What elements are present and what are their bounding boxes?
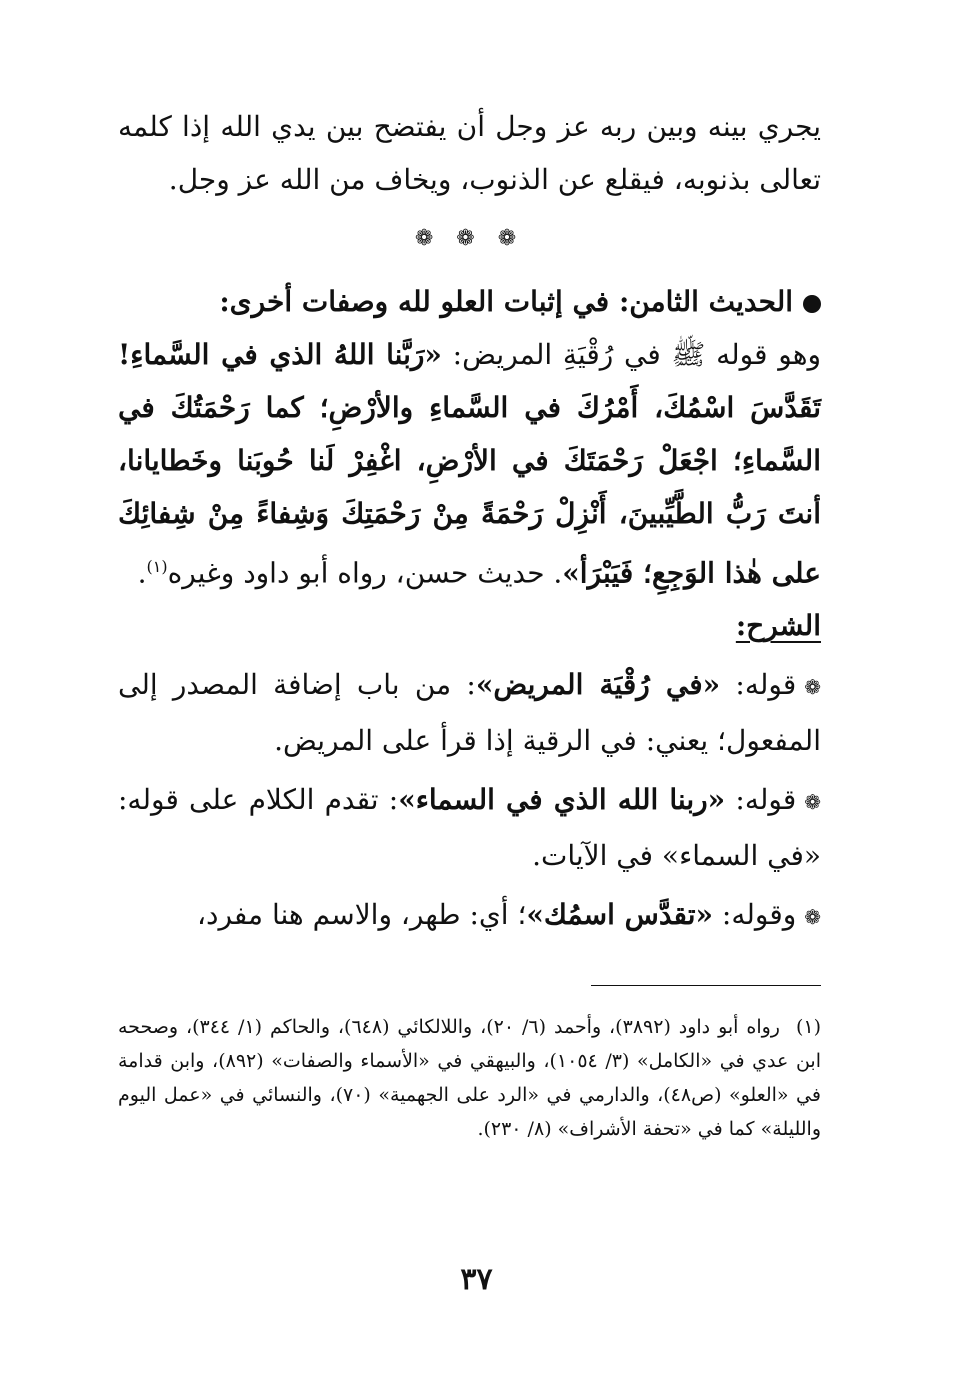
page-number: ٣٧	[460, 1262, 493, 1297]
footnote-ref[interactable]: (١)	[146, 557, 168, 576]
point-quote: «ربنا الله الذي في السماء»	[398, 783, 726, 817]
section-heading-text: الحديث الثامن: في إثبات العلو لله وصفات أخرى:	[219, 285, 793, 318]
footnote-text: رواه أبو داود (٣٨٩٢)، وأحمد (٦/ ٢٠)، واللالكائي (٦٤٨)، والحاكم (١/ ٣٤٤)، وصححه ابن عدي في «الكامل» (٣/ ١٠٥٤)، والبيهقي في «الأسماء والصفات» (٨٩٢)، وابن قدامة في «العلو» (ص٤٨)، والدارمي في «الرد على الجهمية» (٧٠)، والنسائي في «عمل اليوم والليلة» كما في «تحفة الأشراف» (٨/ ٢٣٠).	[118, 1016, 821, 1140]
footnote-divider	[591, 985, 821, 986]
footnote-1	[118, 1010, 821, 1146]
point-quote: «تقدَّس اسمُك»	[526, 898, 713, 932]
hadith-paragraph: وهو قوله ﷺ في رُقْيَةِ المريض: «رَبَّنا اللهُ الذي في السَّماءِ! تَقَدَّسَ اسْمُكَ، أَمْرُكَ في السَّماءِ والأرْضِ؛ كما رَحْمَتُكَ في السَّماءِ؛ اجْعَلْ رَحْمَتَكَ في الأرْضِ، اغْفِرْ لَنا حُوبَنا وخَطايانا، أنتَ رَبُّ الطَّيِّبينَ، أَنْزِلْ رَحْمَةً مِنْ رَحْمَتِكَ وَشِفاءً مِنْ شِفائِكَ على هٰذا الوَجِعِ؛ فَيَبْرَأ». حديث حسن، رواه أبو داود وغيره$^{(١)}$.	[118, 338, 821, 590]
point-quote: «في رُقْيَة المريض»	[475, 668, 721, 702]
explanation-point	[118, 773, 821, 882]
star-bullet-icon: ❁	[804, 905, 821, 930]
point-prefix: قوله:	[720, 668, 797, 702]
star-bullet-icon: ❁	[804, 675, 821, 700]
main-text	[118, 100, 821, 944]
hadith-lead: وهو قوله ﷺ في رُقْيَةِ المريض:	[441, 338, 821, 371]
point-rest: : من باب إضافة المصدر إلى المفعول؛ يعني: في الرقية إذا قرأ على المريض.	[118, 668, 821, 758]
point-rest: ؛ أي: طهر، والاسم هنا مفرد،	[196, 898, 527, 932]
star-bullet-icon: ❁	[804, 790, 821, 815]
explanation-point	[118, 888, 821, 944]
footnote-number: (١)	[795, 1016, 822, 1038]
section-heading	[118, 275, 821, 328]
explanation-point	[118, 658, 821, 767]
hadith-tail: . حديث حسن، رواه أبو داود وغيره	[167, 556, 563, 590]
section-separator: ❁ ❁ ❁	[414, 226, 525, 251]
bullet-dot-icon	[803, 295, 821, 313]
footnotes	[118, 1010, 821, 1146]
intro-paragraph: يجري بينه وبين ربه عز وجل أن يفتضح بين يدي الله إذا كلمه تعالى بذنوبه، فيقلع عن الذنوب، ويخاف من الله عز وجل.	[118, 110, 821, 196]
sharh-label	[118, 599, 821, 652]
sharh-label-text: الشرح:	[735, 609, 821, 643]
point-prefix: قوله:	[725, 783, 797, 817]
point-rest: : تقدم الكلام على قوله: «في السماء» في الآيات.	[118, 783, 821, 873]
hadith-text: «رَبَّنا اللهُ الذي في السَّماءِ! تَقَدَّسَ اسْمُكَ، أَمْرُكَ في السَّماءِ والأرْضِ؛ كما رَحْمَتُكَ في السَّماءِ؛ اجْعَلْ رَحْمَتَكَ في الأرْضِ، اغْفِرْ لَنا حُوبَنا وخَطايانا، أنتَ رَبُّ الطَّيِّبينَ، أَنْزِلْ رَحْمَةً مِنْ رَحْمَتِكَ وَشِفاءً مِنْ شِفائِكَ على هٰذا الوَجِعِ؛ فَيَبْرَأ»	[118, 338, 821, 590]
point-prefix: وقوله:	[712, 898, 797, 932]
